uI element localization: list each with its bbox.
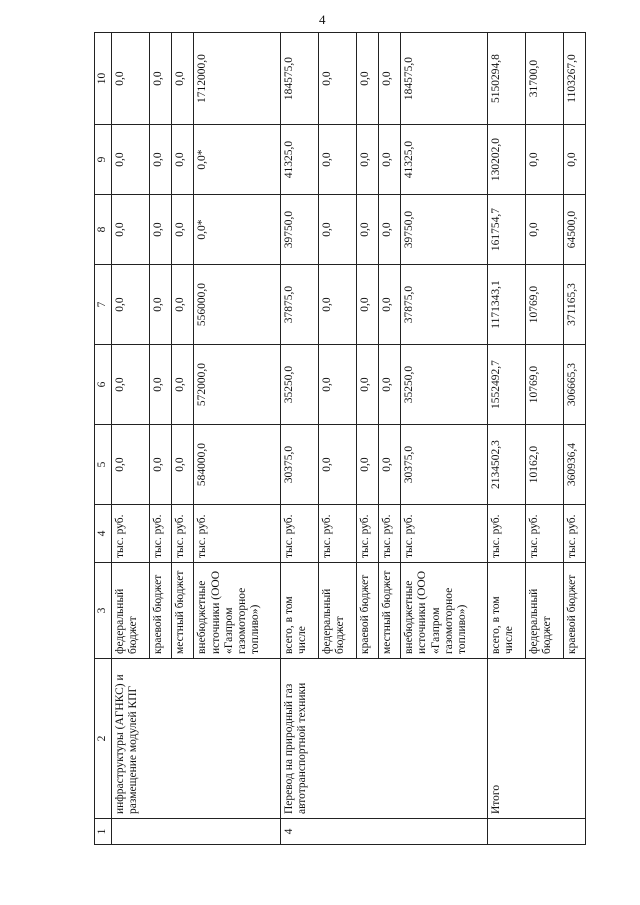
unit: тыс. руб. (401, 505, 487, 563)
value-cell: 371165,3 (563, 265, 585, 345)
funding-source: федеральный бюджет (112, 563, 150, 659)
value-cell: 0,0 (112, 345, 150, 425)
funding-source: всего, в том числе (280, 563, 318, 659)
value-cell: 1103267,0 (563, 33, 585, 125)
column-number-row (95, 33, 112, 845)
column-header: 7 (95, 265, 112, 345)
value-cell: 35250,0 (280, 345, 318, 425)
value-cell: 5150294,8 (487, 33, 525, 125)
column-header: 5 (95, 425, 112, 505)
unit: тыс. руб. (194, 505, 280, 563)
unit: тыс. руб. (487, 505, 525, 563)
value-cell: 0,0 (356, 125, 378, 195)
value-cell: 0,0 (150, 345, 172, 425)
table-row (112, 33, 150, 845)
funding-source: краевой бюджет (150, 563, 172, 659)
value-cell: 41325,0 (280, 125, 318, 195)
value-cell: 0,0* (194, 125, 280, 195)
value-cell: 0,0 (172, 195, 194, 265)
table-container (94, 33, 586, 845)
item-name: инфраструктуры (АГНКС) и размещение модулей КПГ (112, 659, 281, 819)
item-name: Итого (487, 659, 586, 819)
value-cell: 2134502,3 (487, 425, 525, 505)
value-cell: 0,0 (150, 125, 172, 195)
unit: тыс. руб. (318, 505, 356, 563)
funding-table (94, 32, 586, 845)
value-cell: 0,0 (172, 425, 194, 505)
column-header: 9 (95, 125, 112, 195)
unit: тыс. руб. (150, 505, 172, 563)
value-cell: 0,0 (379, 345, 401, 425)
value-cell: 39750,0 (280, 195, 318, 265)
column-header: 6 (95, 345, 112, 425)
funding-source: краевой бюджет (563, 563, 585, 659)
value-cell: 0,0 (150, 195, 172, 265)
value-cell: 39750,0 (401, 195, 487, 265)
value-cell: 64500,0 (563, 195, 585, 265)
value-cell: 1712000,0 (194, 33, 280, 125)
column-header: 2 (95, 659, 112, 819)
value-cell: 0,0 (150, 425, 172, 505)
item-number (487, 819, 586, 845)
value-cell: 0,0 (112, 125, 150, 195)
value-cell: 1552492,7 (487, 345, 525, 425)
value-cell: 184575,0 (280, 33, 318, 125)
unit: тыс. руб. (356, 505, 378, 563)
value-cell: 35250,0 (401, 345, 487, 425)
value-cell: 0,0 (356, 195, 378, 265)
value-cell: 41325,0 (401, 125, 487, 195)
value-cell: 10162,0 (525, 425, 563, 505)
funding-source: всего, в том числе (487, 563, 525, 659)
value-cell: 30375,0 (401, 425, 487, 505)
unit: тыс. руб. (525, 505, 563, 563)
funding-source: федеральный бюджет (318, 563, 356, 659)
value-cell: 0,0 (112, 425, 150, 505)
item-name: Перевод на природный газ автотранспортной техники (280, 659, 487, 819)
funding-source: внебюджетные источники (ООО «Газпром газомоторное топливо») (194, 563, 280, 659)
value-cell: 1171343,1 (487, 265, 525, 345)
value-cell: 0,0 (318, 125, 356, 195)
unit: тыс. руб. (280, 505, 318, 563)
value-cell: 0,0 (318, 33, 356, 125)
table-row (487, 33, 525, 845)
value-cell: 0,0 (318, 425, 356, 505)
value-cell: 572000,0 (194, 345, 280, 425)
value-cell: 37875,0 (401, 265, 487, 345)
value-cell: 0,0 (379, 125, 401, 195)
value-cell: 584000,0 (194, 425, 280, 505)
value-cell: 37875,0 (280, 265, 318, 345)
value-cell: 10769,0 (525, 345, 563, 425)
value-cell: 0,0 (356, 33, 378, 125)
funding-source: местный бюджет (172, 563, 194, 659)
value-cell: 0,0 (379, 195, 401, 265)
value-cell: 31700,0 (525, 33, 563, 125)
value-cell: 0,0 (172, 345, 194, 425)
column-header: 4 (95, 505, 112, 563)
value-cell: 0,0 (525, 195, 563, 265)
item-number: 4 (280, 819, 487, 845)
value-cell: 0,0 (379, 425, 401, 505)
value-cell: 0,0 (318, 345, 356, 425)
rotated-table-frame (94, 33, 586, 845)
column-header: 3 (95, 563, 112, 659)
value-cell: 0,0 (356, 265, 378, 345)
funding-source: местный бюджет (379, 563, 401, 659)
value-cell: 0,0 (150, 265, 172, 345)
value-cell: 306665,3 (563, 345, 585, 425)
funding-source: внебюджетные источники (ООО «Газпром газомоторное топливо») (401, 563, 487, 659)
unit: тыс. руб. (172, 505, 194, 563)
value-cell: 0,0 (379, 33, 401, 125)
value-cell: 10769,0 (525, 265, 563, 345)
value-cell: 0,0 (318, 265, 356, 345)
value-cell: 0,0 (112, 33, 150, 125)
value-cell: 0,0 (356, 345, 378, 425)
value-cell: 0,0 (172, 125, 194, 195)
item-number (112, 819, 281, 845)
column-header: 8 (95, 195, 112, 265)
value-cell: 184575,0 (401, 33, 487, 125)
value-cell: 0,0 (112, 195, 150, 265)
column-header: 10 (95, 33, 112, 125)
value-cell: 0,0 (172, 33, 194, 125)
value-cell: 161754,7 (487, 195, 525, 265)
value-cell: 0,0 (112, 265, 150, 345)
value-cell: 30375,0 (280, 425, 318, 505)
funding-source: федеральный бюджет (525, 563, 563, 659)
value-cell: 0,0 (356, 425, 378, 505)
unit: тыс. руб. (112, 505, 150, 563)
value-cell: 0,0 (379, 265, 401, 345)
unit: тыс. руб. (379, 505, 401, 563)
value-cell: 360936,4 (563, 425, 585, 505)
value-cell: 130202,0 (487, 125, 525, 195)
unit: тыс. руб. (563, 505, 585, 563)
value-cell: 0,0 (150, 33, 172, 125)
value-cell: 0,0 (525, 125, 563, 195)
value-cell: 0,0 (563, 125, 585, 195)
funding-source: краевой бюджет (356, 563, 378, 659)
value-cell: 0,0 (318, 195, 356, 265)
column-header: 1 (95, 819, 112, 845)
value-cell: 556000,0 (194, 265, 280, 345)
value-cell: 0,0* (194, 195, 280, 265)
value-cell: 0,0 (172, 265, 194, 345)
table-row (280, 33, 318, 845)
page-number: 4 (319, 12, 326, 27)
